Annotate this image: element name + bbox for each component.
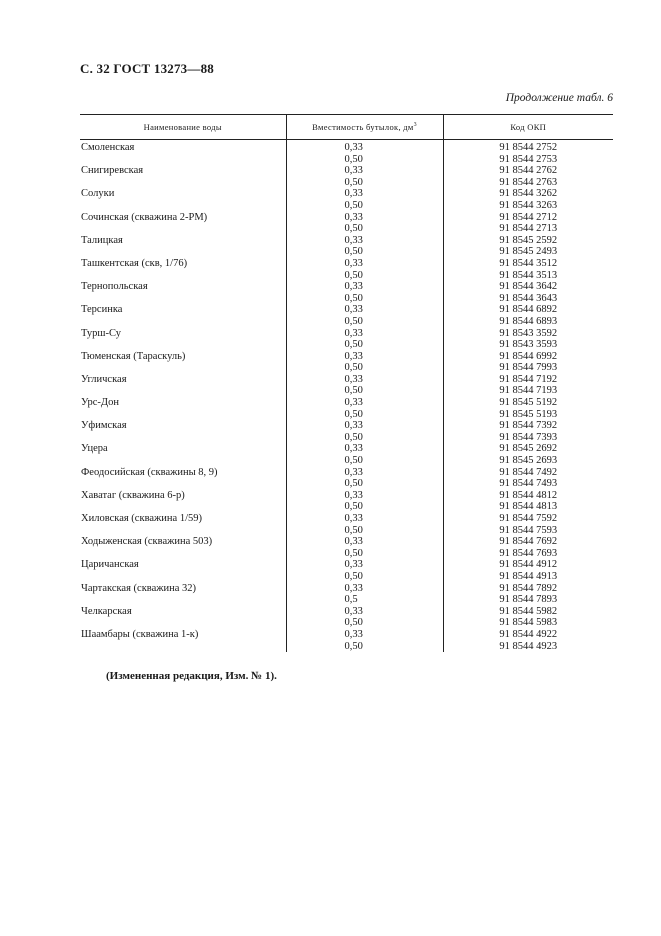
bottle-volume: 0,33	[344, 513, 363, 524]
water-name: Шаамбары (скважина 1-к)	[81, 628, 199, 640]
okp-code: 91 8544 7392	[499, 420, 558, 432]
water-name: Царичанская	[81, 559, 139, 571]
okp-code: 91 8544 2762	[499, 165, 558, 177]
bottle-volume: 0,50	[344, 315, 363, 327]
okp-code: 91 8544 4912	[499, 559, 558, 571]
okp-code: 91 8544 7493	[499, 478, 558, 490]
water-name: Хиловская (скважина 1/59)	[81, 513, 202, 524]
bottle-volume: 0,50	[344, 176, 363, 188]
bottle-volume: 0,33	[344, 605, 363, 617]
bottle-volume: 0,33	[344, 350, 363, 362]
okp-code: 91 8544 4913	[499, 570, 558, 582]
bottle-volume: 0,50	[344, 524, 363, 536]
bottle-volume: 0,50	[344, 223, 363, 235]
bottle-volume: 0,50	[344, 640, 363, 652]
bottle-volume: 0,33	[344, 257, 363, 269]
okp-code: 91 8544 2753	[499, 153, 558, 165]
okp-code: 91 8544 7993	[499, 362, 558, 374]
water-name: Чартакская (скважина 32)	[81, 582, 197, 594]
bottle-volume: 0,50	[344, 478, 363, 490]
table-continuation-note: Продолжение табл. 6	[505, 92, 613, 104]
water-name: Тернопольская	[81, 281, 148, 293]
bottle-volume: 0,50	[344, 617, 363, 629]
water-name: Смоленская	[81, 142, 135, 153]
water-table	[80, 114, 613, 652]
bottle-volume: 0,33	[344, 188, 363, 200]
okp-code: 91 8544 3513	[499, 269, 558, 281]
water-name: Челкарская	[81, 605, 132, 617]
okp-code: 91 8544 4923	[499, 640, 558, 652]
okp-code: 91 8545 5193	[499, 408, 558, 420]
bottle-volume: 0,5	[344, 594, 358, 606]
water-name: Снигиревская	[81, 165, 144, 177]
bottle-volume: 0,33	[344, 327, 363, 339]
water-name: Феодосийская (скважины 8, 9)	[81, 466, 218, 478]
okp-code: 91 8544 2713	[499, 223, 558, 235]
okp-code: 91 8543 3593	[499, 339, 558, 351]
water-name: Уфимская	[81, 420, 127, 432]
okp-code: 91 8544 4812	[499, 489, 558, 501]
okp-code: 91 8544 3263	[499, 199, 558, 211]
bottle-volume: 0,50	[344, 408, 363, 420]
bottle-volume: 0,33	[344, 211, 363, 223]
bottle-volume: 0,33	[344, 304, 363, 316]
bottle-volume: 0,33	[344, 443, 363, 455]
okp-code: 91 8544 7492	[499, 466, 558, 478]
bottle-volume: 0,50	[344, 362, 363, 374]
bottle-volume: 0,50	[344, 455, 363, 467]
okp-code: 91 8544 7692	[499, 536, 558, 548]
bottle-volume: 0,33	[344, 536, 363, 548]
column-header-volume	[286, 115, 443, 140]
bottle-volume: 0,50	[344, 501, 363, 513]
okp-code: 91 8544 5982	[499, 605, 558, 617]
water-name: Ташкентская (скв, 1/76)	[81, 257, 188, 269]
okp-code: 91 8544 3642	[499, 281, 558, 293]
okp-code: 91 8545 2693	[499, 455, 558, 467]
column-header-volume-unit-power: 3	[413, 122, 417, 129]
okp-code: 91 8545 2592	[499, 234, 558, 246]
water-name: Сочинская (скважина 2-РМ)	[81, 211, 208, 223]
okp-code: 91 8544 2752	[499, 142, 558, 153]
bottle-volume: 0,33	[344, 582, 363, 594]
okp-code: 91 8544 6992	[499, 350, 558, 362]
okp-code: 91 8544 7892	[499, 582, 558, 594]
codes-column	[443, 140, 613, 653]
names-column	[80, 140, 286, 653]
okp-code: 91 8545 2692	[499, 443, 558, 455]
bottle-volume: 0,33	[344, 397, 363, 409]
bottle-volume: 0,33	[344, 559, 363, 571]
water-name: Хаватаг (скважина 6-р)	[81, 489, 185, 501]
table-body	[80, 140, 613, 653]
okp-code: 91 8544 7893	[499, 594, 558, 606]
okp-code: 91 8544 2763	[499, 176, 558, 188]
bottle-volume: 0,50	[344, 292, 363, 304]
bottle-volume: 0,50	[344, 199, 363, 211]
okp-code: 91 8544 7193	[499, 385, 558, 397]
okp-code: 91 8544 7693	[499, 547, 558, 559]
okp-code: 91 8544 5983	[499, 617, 558, 629]
okp-code: 91 8544 4922	[499, 628, 558, 640]
bottle-volume: 0,33	[344, 420, 363, 432]
okp-code: 91 8545 2493	[499, 246, 558, 258]
okp-code: 91 8544 7192	[499, 373, 558, 385]
bottle-volume: 0,50	[344, 339, 363, 351]
okp-code: 91 8544 6893	[499, 315, 558, 327]
column-header-name: Наименование воды	[80, 115, 286, 140]
okp-code: 91 8545 5192	[499, 397, 558, 409]
bottle-volume: 0,33	[344, 489, 363, 501]
okp-code: 91 8544 3262	[499, 188, 558, 200]
bottle-volume: 0,50	[344, 570, 363, 582]
amendment-footnote: (Измененная редакция, Изм. № 1).	[106, 670, 277, 682]
page-header: С. 32 ГОСТ 13273—88	[80, 61, 214, 76]
water-name: Ходыженская (скважина 503)	[81, 536, 213, 548]
column-header-code: Код ОКП	[443, 115, 613, 140]
water-name: Тюменская (Тараскуль)	[81, 350, 186, 362]
bottle-volume: 0,33	[344, 466, 363, 478]
bottle-volume: 0,50	[344, 246, 363, 258]
bottle-volume: 0,50	[344, 547, 363, 559]
okp-code: 91 8544 7393	[499, 431, 558, 443]
bottle-volume: 0,33	[344, 234, 363, 246]
water-name: Солуки	[81, 188, 115, 200]
okp-code: 91 8544 4813	[499, 501, 558, 513]
bottle-volume: 0,50	[344, 385, 363, 397]
water-name: Угличская	[81, 373, 127, 385]
okp-code: 91 8544 6892	[499, 304, 558, 316]
water-name: Терсинка	[81, 304, 123, 316]
bottle-volume: 0,50	[344, 269, 363, 281]
okp-code: 91 8544 3643	[499, 292, 558, 304]
water-name: Турш-Су	[81, 327, 121, 339]
okp-code: 91 8544 3512	[499, 257, 558, 269]
okp-code: 91 8544 2712	[499, 211, 558, 223]
water-name: Урс-Дон	[81, 397, 119, 409]
column-header-volume-label: Вместимость бутылок, дм	[312, 122, 414, 132]
bottle-volume: 0,33	[344, 281, 363, 293]
bottle-volume: 0,33	[344, 628, 363, 640]
bottle-volume: 0,33	[344, 165, 363, 177]
okp-code: 91 8544 7592	[499, 513, 558, 524]
volumes-column	[286, 140, 443, 653]
bottle-volume: 0,33	[344, 373, 363, 385]
bottle-volume: 0,50	[344, 153, 363, 165]
water-name: Талицкая	[81, 234, 123, 246]
bottle-volume: 0,50	[344, 431, 363, 443]
water-name: Уцера	[81, 443, 108, 455]
table-header-row	[80, 115, 613, 140]
okp-code: 91 8543 3592	[499, 327, 558, 339]
okp-code: 91 8544 7593	[499, 524, 558, 536]
bottle-volume: 0,33	[344, 142, 363, 153]
